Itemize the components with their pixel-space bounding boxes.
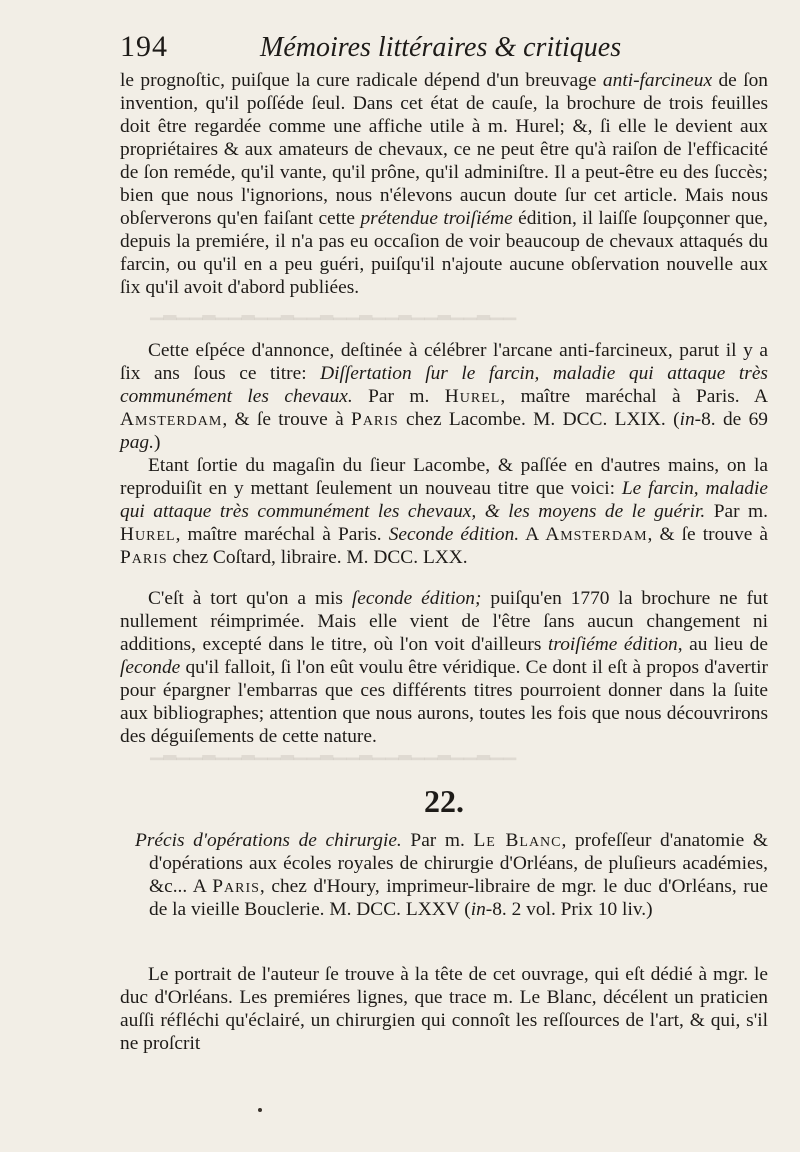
- page-header: [120, 30, 770, 70]
- article-number: 22.: [424, 783, 464, 819]
- show-through-texture: ▁▂▁▁▂▁▁▂▁▁▂▁▁▂▁▁▂▁▁▂▁▁▂▁▁▂▁▁: [150, 741, 517, 760]
- paragraph-portrait: Le portrait de l'auteur ſe trouve à la tête de cet ouvrage, qui eſt dédié à mgr. le duc d'Orléans. Les premiéres lignes, que trace m. Le Blanc, décélent un praticien auſſi réfléchi qu'éclairé, un chirurgien qui connoît les reſſources de l'art, & qui, s'il ne proſcrit: [120, 964, 768, 1054]
- bibliographic-entry: Précis d'opérations de chirurgie. Par m. Le Blanc, profeſſeur d'anatomie & d'opérations aux écoles royales de chirurgie d'Orléans, de pluſieurs académies, &c... A Paris, chez d'Houry, imprimeur-libraire de mgr. le duc d'Orléans, rue de la vieille Bouclerie. M. DCC. LXXV (in-8. 2 vol. Prix 10 liv.): [135, 830, 769, 920]
- ink-spot-decoration: [258, 1108, 262, 1112]
- running-title: Mémoires littéraires & critiques: [260, 32, 622, 63]
- paragraph-annonce: Cette eſpéce d'annonce, deſtinée à célébrer l'arcane anti-farcineux, parut il y a ſix ans ſous ce titre: Diſſertation ſur le farcin, maladie qui attaque très communément les chevaux. Par m. Hurel, maître maréchal à Paris. A Amsterdam, & ſe trouve à Paris chez Lacombe. M. DCC. LXIX. (in-8. de 69 pag.): [120, 340, 768, 453]
- show-through-texture: ▁▂▁▁▂▁▁▂▁▁▂▁▁▂▁▁▂▁▁▂▁▁▂▁▁▂▁▁: [150, 301, 517, 320]
- paragraph-seconde-edition: Etant ſortie du magaſin du ſieur Lacombe, & paſſée en d'autres mains, on la reproduiſit en y mettant ſeulement un nouveau titre que voici: Le farcin, maladie qui attaque très communément les chevaux, & les moyens de le guérir. Par m. Hurel, maître maréchal à Paris. Seconde édition. A Amsterdam, & ſe trouve à Paris chez Coſtard, libraire. M. DCC. LXX.: [120, 455, 769, 568]
- paragraph-a-tort: C'eſt à tort qu'on a mis ſeconde édition; puiſqu'en 1770 la brochure ne fut nullement réimprimée. Mais elle vient de l'être ſans aucun changement ni additions, excepté dans le titre, où l'on voit d'ailleurs troiſiéme édition, au lieu de ſeconde qu'il falloit, ſi l'on eût voulu être véridique. Ce dont il eſt à propos d'avertir pour épargner l'embarras que ces différents titres pourroient donner dans la ſuite aux bibliographes; attention que nous aurons, toutes les fois que nous découvrirons des déguiſements de cette nature.: [120, 588, 769, 747]
- page-number: 194: [120, 30, 168, 63]
- paragraph-prognostic: le prognoſtic, puiſque la cure radicale dépend d'un breuvage anti-farcineux de ſon invention, qu'il poſſéde ſeul. Dans cet état de cauſe, la brochure de trois feuilles doit être regardée comme une affiche utile à m. Hurel; &, ſi elle le devient aux propriétaires & aux amateurs de chevaux, ce ne peut être qu'à raiſon de l'efficacité de ſon reméde, qu'il vante, qu'il prône, qu'il adminiſtre. Il a peut-être eu des ſuccès; bien que nous l'ignorions, nous n'élevons aucun doute ſur cet article. Mais nous obſerverons qu'en faiſant cette prétendue troiſiéme édition, il laiſſe ſoupçonner que, depuis la premiére, il n'a pas eu occaſion de voir beaucoup de chevaux attaqués du farcin, ou qu'il en a peu guéri, puiſqu'il n'ajoute aucune obſervation nouvelle aux ſix qu'il avoit d'abord publiées.: [120, 70, 768, 298]
